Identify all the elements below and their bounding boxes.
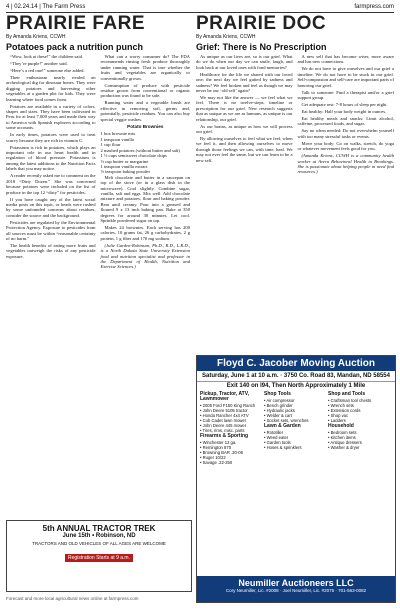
auction-item: • Hoses & sprinklers [264, 445, 302, 450]
article-paragraph: Get adequate rest: 7-8 hours of sleep per night. [301, 102, 388, 108]
recipe-title: Potato Brownies [127, 124, 164, 130]
byline: By Amanda Kriens, CCWH [196, 34, 256, 40]
byline: By Amanda Kriens, CCWH [6, 34, 66, 40]
author-note: (Julie Garden-Robinson, Ph.D., R.D., L.R.D., is a North Dakota State University Extension food and nutrition specialist and professor in the Department of Health, Nutrition and Exercise Sciences.) [100, 242, 190, 270]
author-note: (Amanda Kriens, CCWH is a community health worker at Avera Behavioral Health in Brookings. She is passionate about helping people in need find resources.) [297, 153, 394, 175]
auction-items [328, 398, 390, 423]
tractor-trek-ad [6, 520, 192, 592]
auction-section-title: Shop Tools [264, 391, 291, 397]
auction-items [264, 430, 326, 450]
section-title: PRAIRIE FARE [6, 14, 146, 34]
auction-item: • John Deere 445 mower [200, 423, 247, 428]
auction-listing [197, 390, 395, 466]
recipe-ingredient: 2 mashed potatoes (without butter and salt) [100, 147, 180, 153]
auction-items [200, 440, 262, 465]
article-paragraph: A reader recently asked me to comment on the 2018 “Dirty Dozen.” She was concerned because potatoes were included on the list of produce in the top 12 “dirty” for pesticides. [6, 173, 96, 195]
recipe-ingredient: 1 cup flour [100, 142, 121, 148]
auction-item: • Kitchen items [328, 435, 356, 440]
article-paragraph: Running water and a vegetable brush are effective in removing soil, germs and, potentially, pesticide residues. You can also buy special veggie washes. [100, 100, 190, 122]
article-paragraph: Healthcare for the life we shared with our loved one; the next day we feel gutted by sadness and sadness? We feel broken and feel as though we may never be our ‘old self’ again? [196, 71, 293, 94]
auction-item: • Washer & dryer [328, 445, 360, 450]
auctioneer-name: Neumiller Auctioneers LLC [238, 578, 354, 588]
header-rule [6, 12, 394, 13]
page-footer-note: Forecast and more local agricultural news online at farmpress.com [6, 596, 139, 601]
ad-registration: Registration Starts at 9 a.m. [65, 554, 133, 562]
article-paragraph: We may not like the answer — we feel what we feel. There is no twelve-steps, timeline or prescription for our grief. New research suggests that as unique as we are as humans, as unique is our relationship, our grief. [196, 95, 293, 122]
auction-item: • Craftsman tool chests [328, 398, 372, 403]
auction-item: • Cub Cadet lawn mower [200, 418, 247, 423]
article-headline: Grief: There is No Prescription [196, 42, 327, 52]
auction-item: • Weed eater [264, 435, 289, 440]
auction-directions: Exit 140 on I94, Then North Approximately 1 Mile [226, 383, 366, 389]
article-paragraph: What can a worry consumer do? The FDA recommends rinsing fresh produce thoroughly under running water. That is true whether the fruits and vegetables are organically or conventionally grown. [100, 54, 190, 81]
auction-item: • Savage .22-250 [200, 460, 233, 465]
article-paragraph: Say no when needed: Do not overwhelm yourself with too many stressful tasks or events. [297, 128, 394, 139]
right-article [196, 14, 394, 350]
auction-section-title: Firearms & Sporting [200, 433, 249, 439]
recipe-ingredient: ½ teaspoon baking powder [100, 169, 150, 175]
article-paragraph: If you have caught any of the latest social media posts on this topic, or heads were rushed by some unfounded concerns about residues, consider the source and the background. [6, 196, 96, 218]
article-paragraph: “Here’s a red one!” someone else added. [10, 68, 85, 73]
auction-item: • Rototiller [264, 430, 284, 435]
auction-item: • Antique dressers [328, 440, 362, 445]
auction-ad [196, 355, 396, 603]
auction-section-title: Lawn & Garden [264, 423, 301, 429]
page-website: farmpress.com [354, 4, 394, 10]
auction-item: • Extension cords [328, 408, 361, 413]
article-paragraph: Consumption of produce with pesticide residue grown from conventional or organic production was found to be safe. [100, 82, 190, 99]
recipe-ingredient: ½ cup butter or margarine [100, 158, 149, 164]
auction-item: • Shop vac [328, 413, 349, 418]
auction-item: • Bedroom sets [328, 430, 357, 435]
auction-date: Saturday, June 1 at 10 a.m. · 3750 Co. Road 83, Mandan, ND 58554 [197, 371, 395, 382]
auctioneer-contact: Cory Neumiller, Lic. #2008 · Joel Neumiller, Lic. #2075 · 701-563-0082 [225, 588, 367, 593]
auction-section-title: Pickup, Tractor, ATV, Lawnmower [200, 391, 249, 402]
auction-column [328, 391, 392, 465]
article-paragraph: Move your body: Go on walks, stretch, do yoga or whatever movement feels good for you. [297, 140, 394, 152]
recipe-ingredient: 1 ½ cups semisweet chocolate chips [100, 153, 167, 159]
ad-date: June 15th • Robinson, ND [62, 533, 136, 539]
article-paragraph: Eat healthy meals and snacks: Limit alcohol, caffeine, processed foods, and sugar. [297, 116, 394, 127]
auction-items [200, 403, 262, 433]
article-paragraph: Eat healthy: Half your body weight in ounces. [301, 109, 387, 115]
auction-item: • Hydraulic jacks [264, 408, 295, 413]
auction-item: • 2005 Ford F150 King Ranch [200, 403, 256, 408]
article-paragraph: Pesticides are regulated by the Environmental Protection Agency. Exposure to pesticides from all sources must be within “reasonable certainty of no harm.” [6, 219, 96, 241]
article-paragraph: Their enthusiasm nearly rivaled an archeological dig for dinosaur bones. They were digging potatoes and harvesting other vegetables at a garden plot for kids. They were learning where food comes from. [6, 75, 96, 102]
auction-item: • Honda Rancher 4x4 ATV [200, 413, 249, 418]
auction-item: • Ladders [328, 418, 346, 423]
auction-item: • John Deere 5105 tractor [200, 408, 248, 413]
auction-items [264, 398, 326, 423]
auction-item: • Remington 870 [200, 445, 232, 450]
article-body [6, 54, 190, 270]
article-headline: Potatoes pack a nutrition punch [6, 42, 144, 52]
recipe-nutrition: Makes 24 brownies. Each serving has 200 calories, 10 grams fat, 26 g carbohydrates, 2 g protein, 1 g fiber and 170 mg sodium. [100, 224, 190, 241]
page-header [0, 0, 400, 14]
auction-item: • Welder & cart [264, 413, 292, 418]
ad-text: TRACTORS AND OLD VEHICLES OF ALL AGES ARE WELCOME [32, 541, 166, 546]
recipe-steps: Melt chocolate and butter in a saucepan on top of the stove (or in a glass dish in the microwave). Cool slightly. Combine sugar, vanilla, salt and eggs. Mix well. Add chocolate mixture and potatoes, flour and baking powder. Beat until creamy. Pour into a greased and floured 9 x 13 inch baking pan. Bake at 350 degrees for around 30 minutes. Let cool. Sprinkle powdered sugar on top. [100, 174, 190, 223]
recipe-ingredient: 1 teaspoon vanilla extract [100, 163, 148, 169]
auction-item: • Garden tools [264, 440, 291, 445]
auction-items [328, 430, 390, 450]
auction-item: • Wrench sets [328, 403, 354, 408]
auction-title: Floyd C. Jacober Moving Auction [197, 356, 395, 371]
page-folio: 4 | 02.24.14 | The Farm Press [6, 4, 86, 10]
recipe-ingredient: 1 box brownie mix [100, 131, 136, 137]
article-paragraph: As unique as our lives are, so is our grief. What do we do when our day we can smile, laugh, and look back at our loved ones with fond memories? [196, 54, 293, 70]
recipe-ingredient: 1 teaspoon vanilla [100, 136, 134, 142]
left-article [6, 14, 190, 516]
auction-item: • Winchester 12 ga. [200, 440, 237, 445]
auction-item: • Air compressor [264, 398, 295, 403]
auction-item: • Socket sets, wrenches [264, 418, 309, 423]
article-paragraph: The health benefits of eating more fruits and vegetables outweigh the risks of any pesticide exposure. [6, 242, 96, 259]
article-paragraph: As our brains, as unique as how we will process our grief. [196, 123, 293, 135]
auction-column [200, 391, 264, 465]
auction-section-title: Household [328, 423, 354, 429]
article-body [196, 54, 394, 175]
auction-column [264, 391, 328, 465]
article-paragraph: A new self that has become wiser, more aware and has new connections. [297, 54, 394, 65]
article-paragraph: “Wow, look at these!” the children said. [10, 54, 84, 59]
auction-item: • Bench grinder [264, 403, 293, 408]
auction-item: • Tires, rims, misc. parts [200, 428, 245, 433]
article-paragraph: In early times, potatoes were used to treat scurvy because they are rich in vitamin C. [6, 132, 96, 143]
section-title: PRAIRIE DOC [196, 14, 327, 34]
auction-section-title: Shop and Tools [328, 391, 366, 397]
article-paragraph: “They’re purple!” another said. [10, 61, 68, 66]
article-paragraph: Talk to someone: Find a therapist and/or a grief support group. [297, 89, 394, 101]
ad-title: 5th ANNUAL TRACTOR TREK [42, 524, 156, 533]
article-paragraph: By allowing ourselves to feel what we feel, when we feel it, and then allowing ourselves to move through those feelings we can, with time, heal. We may not ever feel the same, but we can learn to be a new self. [196, 136, 293, 163]
auction-item: • Browning BAR .30-06 [200, 450, 243, 455]
auction-item: • Ruger 10/22 [200, 455, 226, 460]
article-paragraph: Potatoes are available in a variety of colors, shapes and sizes. They have been cultivated in Peru for at least 7,000 years and made their way to America with Spanish explorers according to some accounts. [6, 103, 96, 131]
article-paragraph: We do not have to give ourselves and our grief a timeline. We do not have to be stuck in our grief. Self-compassion and self-care are important parts of honoring our grief. [297, 66, 394, 88]
article-paragraph: Potassium is rich in potatoes, which plays an important role in our heart health and in regulation of blood pressure. Potassium is among the latest additions to the Nutrition Facts labels that you may notice. [6, 144, 96, 172]
